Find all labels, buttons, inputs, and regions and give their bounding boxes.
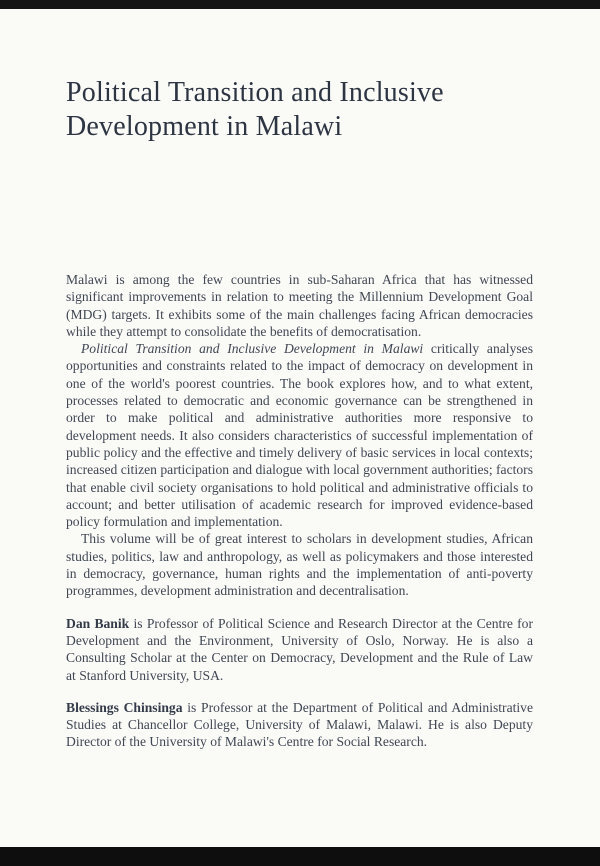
author-name-dan-banik: Dan Banik — [66, 615, 130, 631]
synopsis-paragraph-1: Malawi is among the few countries in sub-Saharan Africa that has witnessed significant improvements in relation to meeting the Millennium Development Goal (MDG) targets. It exhibits some of the main challenges facing African democracies while they attempt to consolidate the benefits of democratisation. — [66, 272, 533, 339]
book-title — [66, 76, 533, 144]
book-title-line-2: Development in Malawi — [66, 111, 343, 142]
scan-artifact-bottom-bar — [0, 847, 600, 866]
synopsis — [66, 271, 533, 751]
page-content — [66, 0, 533, 751]
author-bio-dan-banik-text: is Professor of Political Science and Research Director at the Centre for Development and the Environment, University of Oslo, Norway. He is also a Consulting Scholar at the Center on Democracy, Development and the Rule of Law at Stanford University, USA. — [66, 615, 533, 683]
author-name-blessings-chinsinga: Blessings Chinsinga — [66, 699, 183, 715]
author-bio-blessings-chinsinga — [66, 699, 533, 751]
book-title-line-1: Political Transition and Inclusive — [66, 77, 444, 108]
synopsis-paragraph-2 — [66, 340, 533, 530]
author-bio-dan-banik — [66, 615, 533, 684]
book-title-italic-mention: Political Transition and Inclusive Development in Malawi — [81, 341, 424, 357]
author-bio-blessings-chinsinga-text: is Professor at the Department of Political and Administrative Studies at Chancellor College, University of Malawi, Malawi. He is also Deputy Director of the University of Malawi's Centre for Social Research. — [66, 699, 533, 750]
synopsis-paragraph-3: This volume will be of great interest to scholars in development studies, African studies, politics, law and anthropology, as well as policymakers and those interested in democracy, governance, human rights and the implementation of anti-poverty programmes, development administration and decentralisation. — [66, 531, 533, 599]
synopsis-paragraph-2-text: critically analyses opportunities and constraints related to the impact of democracy on development in one of the world's poorest countries. The book explores how, and to what extent, processes related to democratic and economic governance can be strengthened in order to make political and administrative authorities more responsive to development needs. It also considers characteristics of successful implementation of public policy and the effective and timely delivery of basic services in local contexts; increased citizen participation and dialogue with local government authorities; factors that enable civil society organisations to hold political and administrative officials to account; and better utilisation of academic research for improved evidence-based policy formulation and implementation. — [66, 341, 533, 530]
